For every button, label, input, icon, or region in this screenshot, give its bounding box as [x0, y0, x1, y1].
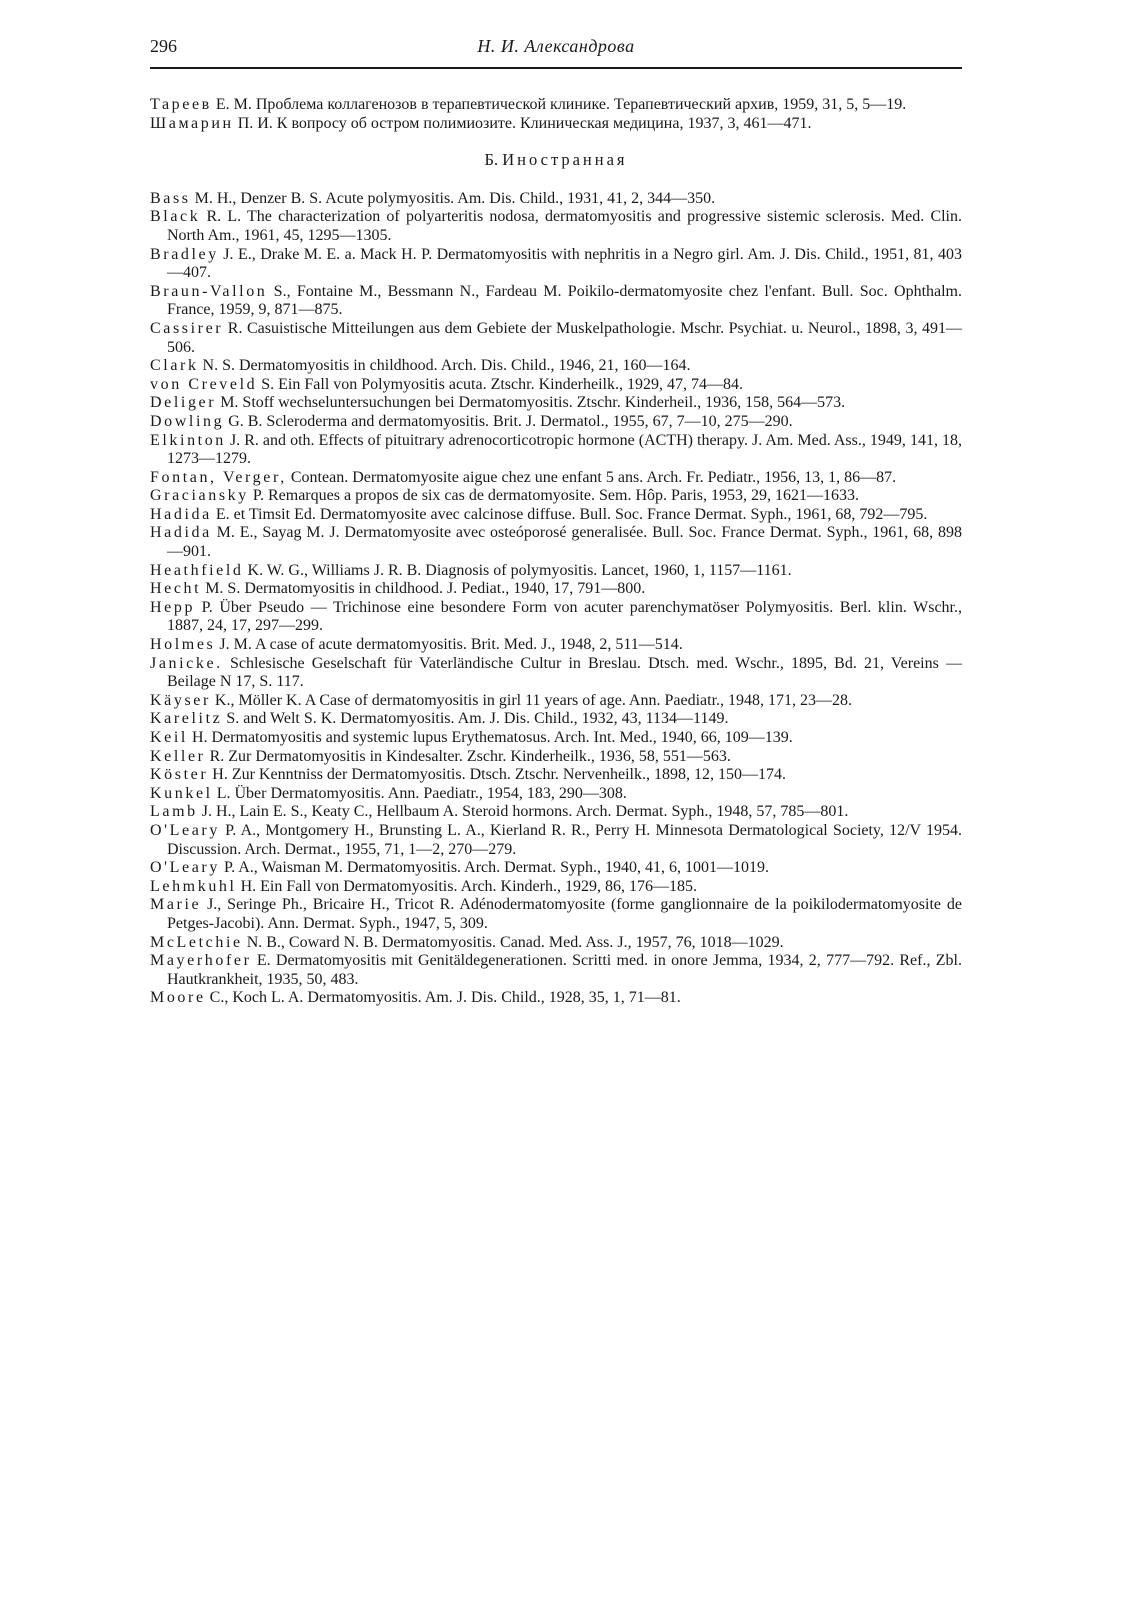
reference-entry [150, 636, 962, 655]
reference-text: K., Möller K. A Case of dermatomyositis in girl 11 years of age. Ann. Paediatr., 1948, 171, 23—28. [210, 691, 853, 709]
reference-text: R. Zur Dermatomyositis in Kindesalter. Zschr. Kinderheilk., 1936, 58, 551—563. [205, 747, 731, 765]
reference-author: Köster [150, 766, 209, 784]
reference-author: Elkinton [150, 431, 226, 449]
reference-text: S., Fontaine M., Bessmann N., Fardeau M. Poikilo-dermatomyosite chez l'enfant. Bull. Soc. Ophthalm. France, 1959, 9, 871—875. [167, 282, 962, 319]
references-foreign [150, 190, 962, 1008]
reference-entry [150, 524, 962, 561]
reference-author: Clark [150, 357, 199, 375]
reference-author: O'Leary [150, 821, 220, 839]
reference-text: M. H., Denzer B. S. Acute polymyositis. Am. Dis. Child., 1931, 41, 2, 344—350. [190, 189, 716, 207]
reference-author: Hadida [150, 505, 212, 523]
reference-text: P. Über Pseudo — Trichinose eine besondere Form von acuter parenchymatöser Polymyositis. Berl. klin. Wschr., 1887, 24, 17, 297—299. [167, 598, 962, 635]
reference-entry [150, 96, 962, 115]
reference-text: S. Ein Fall von Polymyositis acuta. Ztschr. Kinderheilk., 1929, 47, 74—84. [257, 375, 743, 393]
reference-entry [150, 989, 962, 1008]
reference-text: R. Casuistische Mitteilungen aus dem Gebiete der Muskelpathologie. Mschr. Psychiat. u. Neurol., 1898, 3, 491—506. [167, 319, 962, 356]
reference-entry [150, 320, 962, 357]
reference-text: J. R. and oth. Effects of pituitrary adrenocorticotropic hormone (ACTH) therapy. J. Am. Med. Ass., 1949, 141, 18, 1273—1279. [167, 431, 962, 468]
reference-text: C., Koch L. A. Dermatomyositis. Am. J. Dis. Child., 1928, 35, 1, 71—81. [205, 989, 681, 1007]
reference-author: Deliger [150, 394, 217, 412]
reference-entry [150, 208, 962, 245]
reference-author: Keller [150, 747, 206, 765]
reference-text: R. L. The characterization of polyarteritis nodosa, dermatomyositis and progressive sistemic sclerosis. Med. Clin. North Am., 1961, 45, 1295—1305. [167, 208, 962, 244]
reference-author: Holmes [150, 636, 216, 654]
reference-entry [150, 283, 962, 320]
reference-entry [150, 878, 962, 897]
reference-author: Braun-Vallon [150, 282, 268, 300]
reference-author: Lamb [150, 803, 198, 821]
reference-entry [150, 729, 962, 748]
reference-author: Lehmkuhl [150, 877, 237, 895]
reference-text: M. E., Sayag M. J. Dermatomyosite avec osteóporosé generalisée. Bull. Soc. France Dermat. Syph., 1961, 68, 898—901. [167, 524, 962, 561]
reference-text: P. Remarques a propos de six cas de dermatomyosite. Sem. Hôp. Paris, 1953, 29, 1621—1633. [248, 487, 860, 505]
reference-text: S. and Welt S. K. Dermatomyositis. Am. J. Dis. Child., 1932, 43, 1134—1149. [222, 710, 729, 728]
reference-text: J., Seringe Ph., Bricaire H., Tricot R. Adénodermatomyosite (forme ganglionnaire de la poikilodermatomyosite de Petges-Jacobi). Ann. Dermat. Syph., 1947, 5, 309. [167, 896, 962, 932]
page-number: 296 [150, 36, 177, 56]
reference-text: N. B., Coward N. B. Dermatomyositis. Canad. Med. Ass. J., 1957, 76, 1018—1029. [242, 933, 784, 951]
reference-author: Hecht [150, 580, 202, 598]
reference-text: П. И. К вопросу об остром полимиозите. Клиническая медицина, 1937, 3, 461—471. [233, 114, 812, 132]
reference-text: M. S. Dermatomyositis in childhood. J. Pediat., 1940, 17, 791—800. [201, 580, 646, 598]
reference-author: Graciansky [150, 487, 249, 505]
reference-text: Е. М. Проблема коллагенозов в терапевтической клинике. Терапевтический архив, 1959, 31, 5, 5—19. [211, 96, 907, 113]
running-head: Н. И. Александрова [477, 36, 635, 56]
reference-text: M. Stoff wechseluntersuchungen bei Dermatomyositis. Ztschr. Kinderheil., 1936, 158, 564—573. [216, 394, 846, 412]
reference-text: J. E., Drake M. E. a. Mack H. P. Dermatomyositis with nephritis in a Negro girl. Am. J. Dis. Child., 1951, 81, 403—407. [167, 245, 962, 282]
reference-text: J. M. A case of acute dermatomyositis. Brit. Med. J., 1948, 2, 511—514. [215, 636, 683, 654]
reference-author: Bradley [150, 245, 219, 263]
reference-author: Fontan, Verger, [150, 468, 287, 486]
reference-entry [150, 599, 962, 636]
reference-entry [150, 766, 962, 785]
reference-entry [150, 376, 962, 395]
reference-entry [150, 803, 962, 822]
reference-author: Mayerhofer [150, 952, 252, 970]
reference-text: H. Zur Kenntniss der Dermatomyositis. Dtsch. Ztschr. Nervenheilk., 1898, 12, 150—174. [208, 766, 786, 784]
reference-text: G. B. Scleroderma and dermatomyositis. Brit. J. Dermatol., 1955, 67, 7—10, 275—290. [224, 412, 793, 430]
reference-entry [150, 487, 962, 506]
reference-text: K. W. G., Williams J. R. B. Diagnosis of polymyositis. Lancet, 1960, 1, 1157—1161. [243, 561, 792, 579]
reference-author: Kunkel [150, 784, 213, 802]
reference-entry [150, 246, 962, 283]
reference-text: J. H., Lain E. S., Keaty C., Hellbaum A. Steroid hormons. Arch. Dermat. Syph., 1948, 57, 785—801. [197, 803, 849, 821]
reference-entry [150, 692, 962, 711]
reference-entry [150, 785, 962, 804]
reference-entry [150, 934, 962, 953]
reference-author: Шамарин [150, 114, 234, 132]
reference-author: McLetchie [150, 933, 243, 951]
reference-author: Marie [150, 896, 202, 914]
reference-entry [150, 655, 962, 692]
reference-entry [150, 394, 962, 413]
reference-author: Janicke. [150, 654, 223, 672]
reference-author: von Creveld [150, 375, 258, 393]
section-letter: Б. [484, 150, 499, 170]
reference-entry [150, 748, 962, 767]
reference-text: P. A., Waisman M. Dermatomyositis. Arch. Dermat. Syph., 1940, 41, 6, 1001—1019. [219, 859, 770, 877]
section-title-text: Иностранная [502, 150, 628, 170]
reference-text: E. Dermatomyositis mit Genitäldegenerationen. Scritti med. in onore Jemma, 1934, 2, 777—792. Ref., Zbl. Hautkrankheit, 1935, 50, 483. [167, 952, 962, 988]
reference-text: P. A., Montgomery H., Brunsting L. A., Kierland R. R., Perry H. Minnesota Dermatological Society, 12/V 1954. Discussion. Arch. Dermat., 1955, 71, 1—2, 270—279. [167, 821, 962, 858]
reference-author: Hadida [150, 524, 212, 542]
reference-author: Dowling [150, 412, 225, 430]
reference-author: Karelitz [150, 710, 223, 728]
reference-author: Bass [150, 189, 191, 207]
reference-text: Contean. Dermatomyosite aigue chez une enfant 5 ans. Arch. Fr. Pediatr., 1956, 13, 1, 86—87. [286, 468, 897, 486]
reference-author: Keil [150, 729, 188, 746]
reference-text: Schlesische Geselschaft für Vaterländische Cultur in Breslau. Dtsch. med. Wschr., 1895, Bd. 21, Vereins — Beilage N 17, S. 117. [167, 654, 962, 691]
reference-author: Black [150, 208, 201, 226]
reference-text: H. Dermatomyositis and systemic lupus Erythematosus. Arch. Int. Med., 1940, 66, 109—139. [187, 729, 793, 746]
reference-entry [150, 859, 962, 878]
reference-author: Käyser [150, 691, 211, 709]
references-russian [150, 96, 962, 133]
reference-author: O'Leary [150, 859, 220, 877]
reference-entry [150, 432, 962, 469]
reference-author: Hepp [150, 598, 196, 616]
reference-author: Тареев [150, 96, 212, 113]
reference-text: L. Über Dermatomyositis. Ann. Paediatr., 1954, 183, 290—308. [212, 784, 627, 802]
page-header [150, 36, 962, 68]
reference-entry [150, 562, 962, 581]
reference-entry [150, 896, 962, 933]
header-rule [150, 67, 962, 69]
reference-entry [150, 822, 962, 859]
reference-entry [150, 357, 962, 376]
reference-author: Cassirer [150, 319, 224, 337]
reference-author: Heathfield [150, 561, 244, 579]
reference-entry [150, 190, 962, 209]
reference-text: H. Ein Fall von Dermatomyositis. Arch. Kinderh., 1929, 86, 176—185. [236, 877, 697, 895]
section-title [150, 151, 962, 170]
reference-entry [150, 506, 962, 525]
reference-entry [150, 115, 962, 134]
reference-entry [150, 413, 962, 432]
references-content [150, 96, 962, 1008]
reference-text: N. S. Dermatomyositis in childhood. Arch. Dis. Child., 1946, 21, 160—164. [198, 357, 691, 375]
reference-author: Moore [150, 989, 206, 1007]
reference-entry [150, 710, 962, 729]
reference-entry [150, 952, 962, 989]
reference-entry [150, 469, 962, 488]
reference-entry [150, 580, 962, 599]
reference-text: E. et Timsit Ed. Dermatomyosite avec calcinose diffuse. Bull. Soc. France Dermat. Syph., 1961, 68, 792—795. [211, 505, 928, 523]
